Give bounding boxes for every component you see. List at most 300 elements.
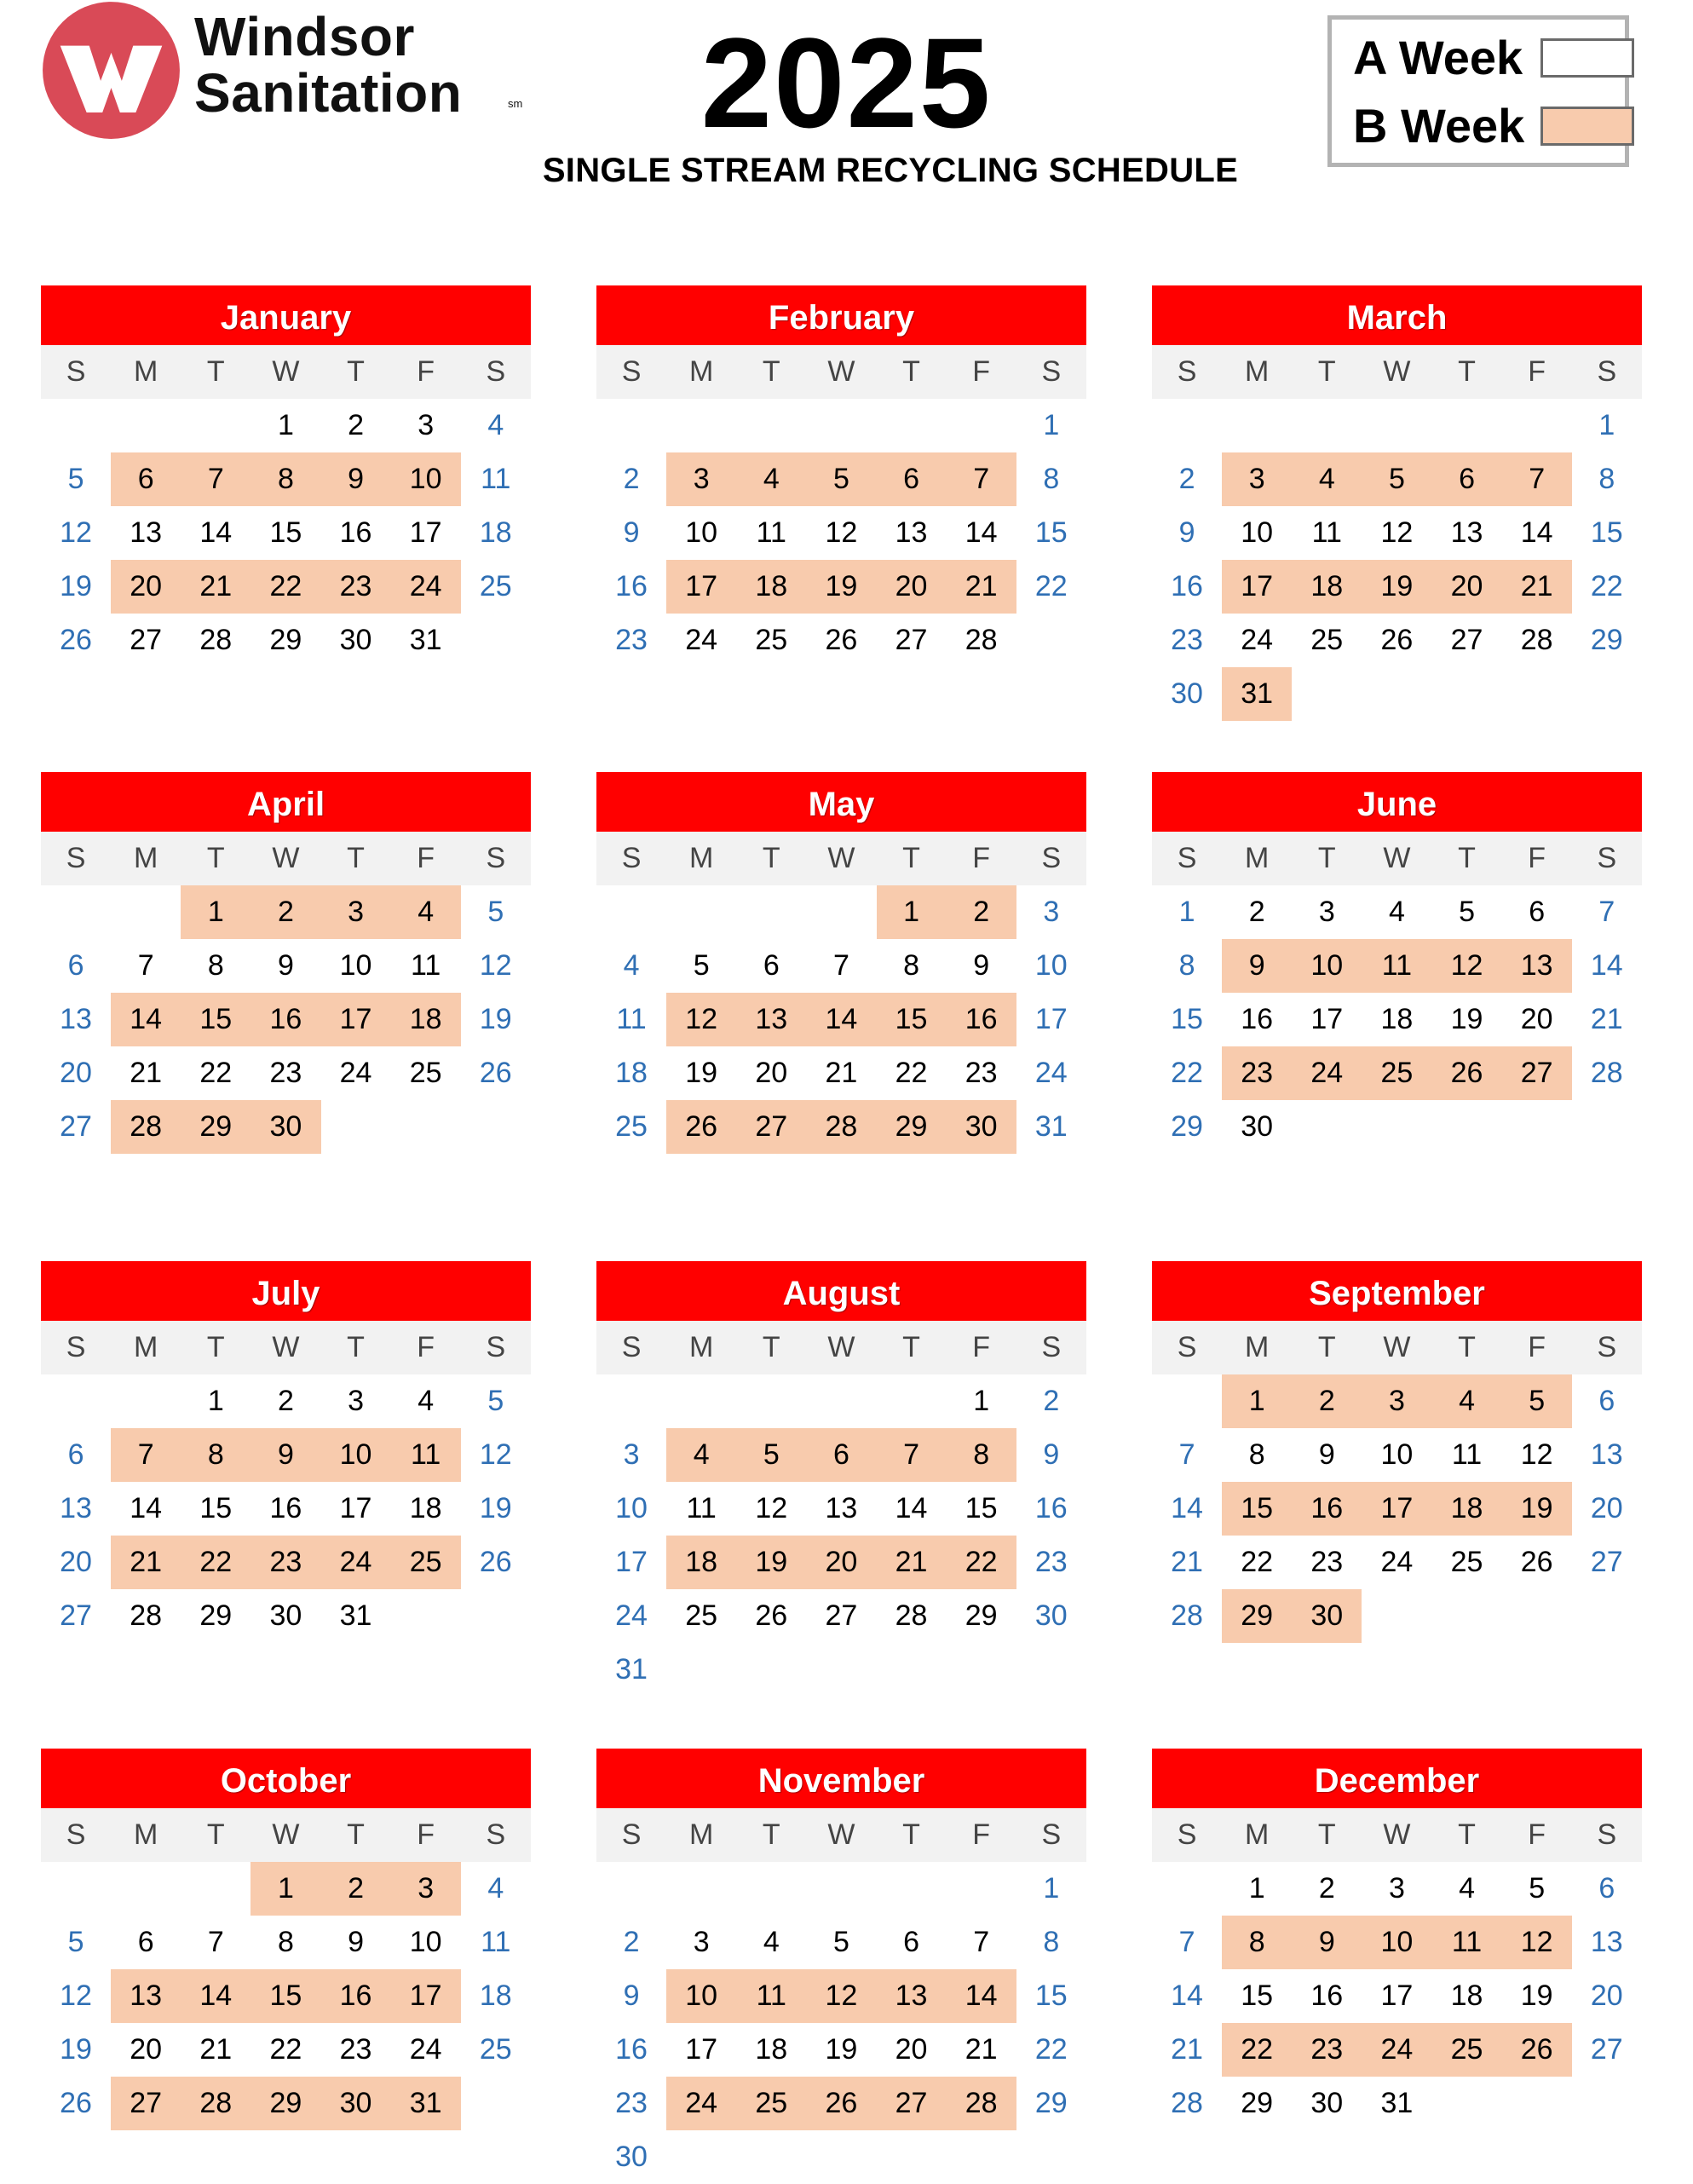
day-cell: 16 xyxy=(339,516,372,549)
weekday-label: W xyxy=(827,1331,855,1363)
empty-day-cell xyxy=(1502,1589,1572,1643)
weekday-label: S xyxy=(1177,355,1197,388)
day-cell: 8 xyxy=(947,1428,1016,1482)
empty-day-cell xyxy=(877,1374,947,1428)
day-cell: 26 xyxy=(60,624,92,656)
day-cell: 19 xyxy=(479,1492,512,1524)
week-row xyxy=(1152,1536,1642,1589)
weekday-label: S xyxy=(1177,842,1197,874)
day-cell: 24 xyxy=(409,2033,442,2066)
day-cell: 29 xyxy=(1034,2087,1068,2119)
weekday-label: W xyxy=(1383,842,1411,874)
legend-b-swatch xyxy=(1540,107,1634,146)
empty-day-cell xyxy=(1432,399,1502,452)
empty-day-cell xyxy=(877,2130,947,2184)
legend xyxy=(1327,15,1629,167)
empty-day-cell xyxy=(806,885,876,939)
month-header: March xyxy=(1152,285,1642,345)
weekday-header-row xyxy=(41,1321,531,1374)
empty-day-cell xyxy=(1016,614,1086,667)
week-row xyxy=(596,1969,1086,2023)
day-cell: 11 xyxy=(1432,1916,1502,1969)
day-cell: 28 xyxy=(965,624,998,656)
day-cell: 21 xyxy=(199,2033,233,2066)
empty-day-cell xyxy=(1292,667,1362,721)
day-cell: 21 xyxy=(130,1057,163,1089)
day-cell: 12 xyxy=(60,516,92,549)
day-cell: 6 xyxy=(1432,452,1502,506)
weekday-label: T xyxy=(347,1331,365,1363)
weekday-label: S xyxy=(486,842,506,874)
day-cell: 1 xyxy=(1248,1872,1265,1905)
day-cell: 22 xyxy=(181,1536,250,1589)
day-cell: 27 xyxy=(877,2077,947,2130)
empty-day-cell xyxy=(1152,1374,1222,1428)
weekday-label: T xyxy=(347,842,365,874)
weekday-label: S xyxy=(486,1818,506,1851)
day-cell: 18 xyxy=(615,1057,648,1089)
day-cell: 17 xyxy=(1380,1979,1414,2012)
day-cell: 30 xyxy=(269,1599,302,1632)
day-cell: 30 xyxy=(1171,677,1203,710)
day-cell: 20 xyxy=(1520,1003,1553,1035)
day-cell: 20 xyxy=(60,1546,92,1578)
weekday-label: F xyxy=(417,842,435,874)
month-header: December xyxy=(1152,1749,1642,1808)
weekday-label: W xyxy=(1383,1818,1411,1851)
day-cell: 18 xyxy=(1292,560,1362,614)
day-cell: 3 xyxy=(693,1926,710,1958)
day-cell: 15 xyxy=(269,516,302,549)
month-header: May xyxy=(596,772,1086,832)
day-cell: 24 xyxy=(1362,2023,1431,2077)
weekday-label: T xyxy=(902,842,920,874)
week-row xyxy=(1152,1428,1642,1482)
legend-a-week xyxy=(1353,28,1626,88)
month-october xyxy=(41,1749,531,2130)
day-cell: 20 xyxy=(877,560,947,614)
day-cell: 23 xyxy=(615,2087,648,2119)
day-cell: 25 xyxy=(391,1536,461,1589)
day-cell: 18 xyxy=(1380,1003,1414,1035)
empty-day-cell xyxy=(736,2130,806,2184)
day-cell: 22 xyxy=(1171,1057,1203,1089)
day-cell: 4 xyxy=(623,949,640,982)
weekday-label: F xyxy=(1528,842,1546,874)
weekday-label: T xyxy=(1458,355,1476,388)
month-march xyxy=(1152,285,1642,721)
day-cell: 8 xyxy=(1248,1438,1265,1471)
empty-day-cell xyxy=(947,399,1016,452)
day-cell: 9 xyxy=(1222,939,1292,993)
day-cell: 28 xyxy=(895,1599,928,1632)
empty-day-cell xyxy=(806,1374,876,1428)
day-cell: 6 xyxy=(877,452,947,506)
day-cell: 5 xyxy=(1529,1872,1546,1905)
day-cell: 17 xyxy=(339,1492,372,1524)
day-cell: 16 xyxy=(1241,1003,1274,1035)
day-cell: 30 xyxy=(339,624,372,656)
day-cell: 16 xyxy=(321,1969,391,2023)
day-cell: 28 xyxy=(111,1100,181,1154)
day-cell: 10 xyxy=(409,1926,442,1958)
day-cell: 30 xyxy=(1310,2087,1344,2119)
month-header: October xyxy=(41,1749,531,1808)
day-cell: 7 xyxy=(832,949,849,982)
weekday-label: T xyxy=(1317,1818,1336,1851)
day-cell: 27 xyxy=(1590,1546,1623,1578)
day-cell: 31 xyxy=(409,624,442,656)
day-cell: 16 xyxy=(1310,1979,1344,2012)
day-cell: 28 xyxy=(199,624,233,656)
weekday-label: M xyxy=(1245,1818,1270,1851)
week-row xyxy=(41,939,531,993)
weekday-label: M xyxy=(134,355,158,388)
day-cell: 25 xyxy=(615,1110,648,1143)
day-cell: 5 xyxy=(67,463,84,495)
day-cell: 26 xyxy=(1520,1546,1553,1578)
day-cell: 29 xyxy=(1241,2087,1274,2119)
week-row xyxy=(596,2023,1086,2077)
empty-day-cell xyxy=(1152,1862,1222,1916)
day-cell: 7 xyxy=(111,1428,181,1482)
weekday-label: M xyxy=(1245,1331,1270,1363)
day-cell: 21 xyxy=(825,1057,858,1089)
day-cell: 7 xyxy=(1178,1926,1195,1958)
page-subtitle: SINGLE STREAM RECYCLING SCHEDULE xyxy=(542,152,1239,189)
month-april xyxy=(41,772,531,1154)
weekday-header-row xyxy=(596,832,1086,885)
day-cell: 27 xyxy=(1590,2033,1623,2066)
day-cell: 23 xyxy=(1310,1546,1344,1578)
empty-day-cell xyxy=(461,614,531,667)
week-row xyxy=(596,1862,1086,1916)
empty-day-cell xyxy=(391,1589,461,1643)
day-cell: 31 xyxy=(1034,1110,1068,1143)
day-cell: 18 xyxy=(391,993,461,1046)
day-cell: 30 xyxy=(615,2141,648,2173)
empty-day-cell xyxy=(1362,1100,1431,1154)
empty-day-cell xyxy=(111,885,181,939)
day-cell: 2 xyxy=(1043,1385,1060,1417)
day-cell: 13 xyxy=(825,1492,858,1524)
weekday-label: S xyxy=(1177,1331,1197,1363)
day-cell: 9 xyxy=(1318,1438,1335,1471)
day-cell: 4 xyxy=(763,1926,780,1958)
day-cell: 3 xyxy=(391,1862,461,1916)
empty-day-cell xyxy=(1572,2077,1642,2130)
day-cell: 15 xyxy=(877,993,947,1046)
day-cell: 26 xyxy=(479,1057,512,1089)
day-cell: 30 xyxy=(1292,1589,1362,1643)
day-cell: 2 xyxy=(321,1862,391,1916)
day-cell: 13 xyxy=(736,993,806,1046)
day-cell: 10 xyxy=(685,516,718,549)
day-cell: 11 xyxy=(686,1492,717,1524)
day-cell: 15 xyxy=(199,1492,233,1524)
week-row xyxy=(1152,614,1642,667)
weekday-label: W xyxy=(827,355,855,388)
weekday-label: T xyxy=(206,1331,225,1363)
weekday-header-row xyxy=(596,345,1086,399)
day-cell: 31 xyxy=(1380,2087,1414,2119)
day-cell: 6 xyxy=(1598,1385,1615,1417)
day-cell: 21 xyxy=(111,1536,181,1589)
day-cell: 2 xyxy=(1318,1872,1335,1905)
day-cell: 29 xyxy=(199,1599,233,1632)
day-cell: 6 xyxy=(1529,896,1546,928)
day-cell: 3 xyxy=(623,1438,640,1471)
empty-day-cell xyxy=(461,1100,531,1154)
day-cell: 24 xyxy=(666,2077,736,2130)
day-cell: 4 xyxy=(1292,452,1362,506)
weekday-label: T xyxy=(206,842,225,874)
day-cell: 5 xyxy=(832,1926,849,1958)
empty-day-cell xyxy=(666,1643,736,1697)
week-row xyxy=(596,506,1086,560)
day-cell: 13 xyxy=(130,516,163,549)
day-cell: 29 xyxy=(181,1100,250,1154)
day-cell: 20 xyxy=(111,560,181,614)
weekday-label: T xyxy=(762,842,780,874)
day-cell: 15 xyxy=(181,993,250,1046)
weekday-label: T xyxy=(902,1331,920,1363)
day-cell: 23 xyxy=(1034,1546,1068,1578)
empty-day-cell xyxy=(1432,1100,1502,1154)
empty-day-cell xyxy=(41,1374,111,1428)
day-cell: 8 xyxy=(277,1926,294,1958)
day-cell: 22 xyxy=(199,1057,233,1089)
day-cell: 23 xyxy=(1292,2023,1362,2077)
day-cell: 29 xyxy=(1590,624,1623,656)
day-cell: 21 xyxy=(947,560,1016,614)
day-cell: 14 xyxy=(130,1492,163,1524)
day-cell: 29 xyxy=(965,1599,998,1632)
day-cell: 18 xyxy=(409,1492,442,1524)
empty-day-cell xyxy=(1502,667,1572,721)
weekday-label: T xyxy=(1317,355,1336,388)
weekday-label: M xyxy=(134,1331,158,1363)
empty-day-cell xyxy=(111,399,181,452)
day-cell: 3 xyxy=(1043,896,1060,928)
day-cell: 14 xyxy=(181,1969,250,2023)
day-cell: 10 xyxy=(1362,1916,1431,1969)
week-row xyxy=(1152,399,1642,452)
empty-day-cell xyxy=(1432,2077,1502,2130)
logo-line-1: Windsor xyxy=(194,6,415,67)
day-cell: 30 xyxy=(1241,1110,1274,1143)
weekday-label: W xyxy=(272,1818,300,1851)
weekday-label: F xyxy=(972,1331,991,1363)
day-cell: 8 xyxy=(1178,949,1195,982)
day-cell: 13 xyxy=(111,1969,181,2023)
day-cell: 12 xyxy=(1520,1438,1553,1471)
day-cell: 1 xyxy=(1178,896,1195,928)
service-mark: sm xyxy=(508,97,523,110)
day-cell: 2 xyxy=(1248,896,1265,928)
weekday-label: F xyxy=(417,355,435,388)
week-row xyxy=(1152,993,1642,1046)
month-header: June xyxy=(1152,772,1642,832)
day-cell: 20 xyxy=(130,2033,163,2066)
day-cell: 24 xyxy=(1380,1546,1414,1578)
day-cell: 13 xyxy=(1502,939,1572,993)
day-cell: 15 xyxy=(1590,516,1623,549)
day-cell: 11 xyxy=(481,1926,511,1958)
week-row xyxy=(596,939,1086,993)
day-cell: 17 xyxy=(1222,560,1292,614)
day-cell: 13 xyxy=(1590,1438,1623,1471)
empty-day-cell xyxy=(806,399,876,452)
day-cell: 8 xyxy=(1598,463,1615,495)
day-cell: 12 xyxy=(825,516,858,549)
weekday-label: T xyxy=(1458,1818,1476,1851)
day-cell: 7 xyxy=(181,452,250,506)
day-cell: 23 xyxy=(1222,1046,1292,1100)
day-cell: 19 xyxy=(1520,1979,1553,2012)
empty-day-cell xyxy=(736,1643,806,1697)
empty-day-cell xyxy=(41,1862,111,1916)
weekday-label: S xyxy=(621,842,642,874)
week-row xyxy=(596,1100,1086,1154)
day-cell: 2 xyxy=(947,885,1016,939)
weekday-label: T xyxy=(347,355,365,388)
day-cell: 8 xyxy=(181,1428,250,1482)
day-cell: 22 xyxy=(250,560,320,614)
day-cell: 14 xyxy=(965,516,998,549)
day-cell: 20 xyxy=(806,1536,876,1589)
day-cell: 19 xyxy=(479,1003,512,1035)
day-cell: 10 xyxy=(1241,516,1274,549)
day-cell: 27 xyxy=(895,624,928,656)
week-row xyxy=(1152,1589,1642,1643)
day-cell: 28 xyxy=(947,2077,1016,2130)
week-row xyxy=(1152,939,1642,993)
legend-a-label: A Week xyxy=(1353,31,1523,84)
day-cell: 1 xyxy=(181,885,250,939)
month-header: August xyxy=(596,1261,1086,1321)
day-cell: 16 xyxy=(269,1492,302,1524)
day-cell: 28 xyxy=(181,2077,250,2130)
week-row xyxy=(41,1482,531,1536)
empty-day-cell xyxy=(877,399,947,452)
day-cell: 10 xyxy=(1380,1438,1414,1471)
week-row xyxy=(1152,1916,1642,1969)
day-cell: 19 xyxy=(1450,1003,1483,1035)
empty-day-cell xyxy=(461,1589,531,1643)
day-cell: 7 xyxy=(1178,1438,1195,1471)
weekday-label: M xyxy=(1245,842,1270,874)
day-cell: 8 xyxy=(1043,1926,1060,1958)
page-title: 2025 xyxy=(700,11,993,154)
day-cell: 19 xyxy=(1362,560,1431,614)
weekday-label: T xyxy=(1458,842,1476,874)
day-cell: 20 xyxy=(895,2033,928,2066)
empty-day-cell xyxy=(1152,399,1222,452)
week-row xyxy=(1152,667,1642,721)
day-cell: 13 xyxy=(877,1969,947,2023)
day-cell: 26 xyxy=(806,2077,876,2130)
week-row xyxy=(1152,1482,1642,1536)
day-cell: 15 xyxy=(1034,516,1068,549)
day-cell: 10 xyxy=(339,949,372,982)
empty-day-cell xyxy=(947,1862,1016,1916)
day-cell: 27 xyxy=(60,1599,92,1632)
weekday-label: M xyxy=(689,1331,714,1363)
day-cell: 13 xyxy=(895,516,928,549)
day-cell: 27 xyxy=(111,2077,181,2130)
month-february xyxy=(596,285,1086,667)
empty-day-cell xyxy=(1292,1100,1362,1154)
day-cell: 18 xyxy=(479,516,512,549)
week-row xyxy=(596,1916,1086,1969)
day-cell: 3 xyxy=(666,452,736,506)
legend-b-week xyxy=(1353,96,1626,156)
day-cell: 5 xyxy=(487,896,504,928)
weekday-header-row xyxy=(1152,832,1642,885)
day-cell: 20 xyxy=(1590,1492,1623,1524)
day-cell: 28 xyxy=(1171,2087,1203,2119)
day-cell: 2 xyxy=(277,1385,294,1417)
day-cell: 5 xyxy=(1502,1374,1572,1428)
weekday-header-row xyxy=(596,1321,1086,1374)
day-cell: 19 xyxy=(736,1536,806,1589)
day-cell: 2 xyxy=(1292,1374,1362,1428)
week-row xyxy=(1152,1100,1642,1154)
weekday-label: F xyxy=(1528,1331,1546,1363)
day-cell: 6 xyxy=(137,1926,154,1958)
empty-day-cell xyxy=(736,1862,806,1916)
week-row xyxy=(41,1969,531,2023)
day-cell: 31 xyxy=(615,1653,648,1686)
weekday-label: S xyxy=(66,1818,86,1851)
day-cell: 11 xyxy=(481,463,511,495)
day-cell: 3 xyxy=(348,1385,365,1417)
empty-day-cell xyxy=(1016,1643,1086,1697)
day-cell: 8 xyxy=(903,949,920,982)
day-cell: 10 xyxy=(391,452,461,506)
day-cell: 20 xyxy=(60,1057,92,1089)
day-cell: 5 xyxy=(487,1385,504,1417)
weekday-label: S xyxy=(621,1331,642,1363)
empty-day-cell xyxy=(1362,399,1431,452)
day-cell: 18 xyxy=(479,1979,512,2012)
month-header: July xyxy=(41,1261,531,1321)
day-cell: 24 xyxy=(685,624,718,656)
weekday-label: F xyxy=(972,1818,991,1851)
weekday-label: S xyxy=(66,842,86,874)
day-cell: 11 xyxy=(1311,516,1342,549)
day-cell: 17 xyxy=(321,993,391,1046)
weekday-header-row xyxy=(1152,345,1642,399)
empty-day-cell xyxy=(666,1862,736,1916)
day-cell: 19 xyxy=(685,1057,718,1089)
day-cell: 18 xyxy=(736,560,806,614)
day-cell: 21 xyxy=(1502,560,1572,614)
empty-day-cell xyxy=(1572,1589,1642,1643)
empty-day-cell xyxy=(1502,399,1572,452)
day-cell: 22 xyxy=(947,1536,1016,1589)
day-cell: 21 xyxy=(877,1536,947,1589)
day-cell: 24 xyxy=(1034,1057,1068,1089)
day-cell: 17 xyxy=(685,2033,718,2066)
day-cell: 6 xyxy=(903,1926,920,1958)
day-cell: 12 xyxy=(479,949,512,982)
day-cell: 10 xyxy=(666,1969,736,2023)
day-cell: 14 xyxy=(806,993,876,1046)
day-cell: 8 xyxy=(250,452,320,506)
month-november xyxy=(596,1749,1086,2184)
